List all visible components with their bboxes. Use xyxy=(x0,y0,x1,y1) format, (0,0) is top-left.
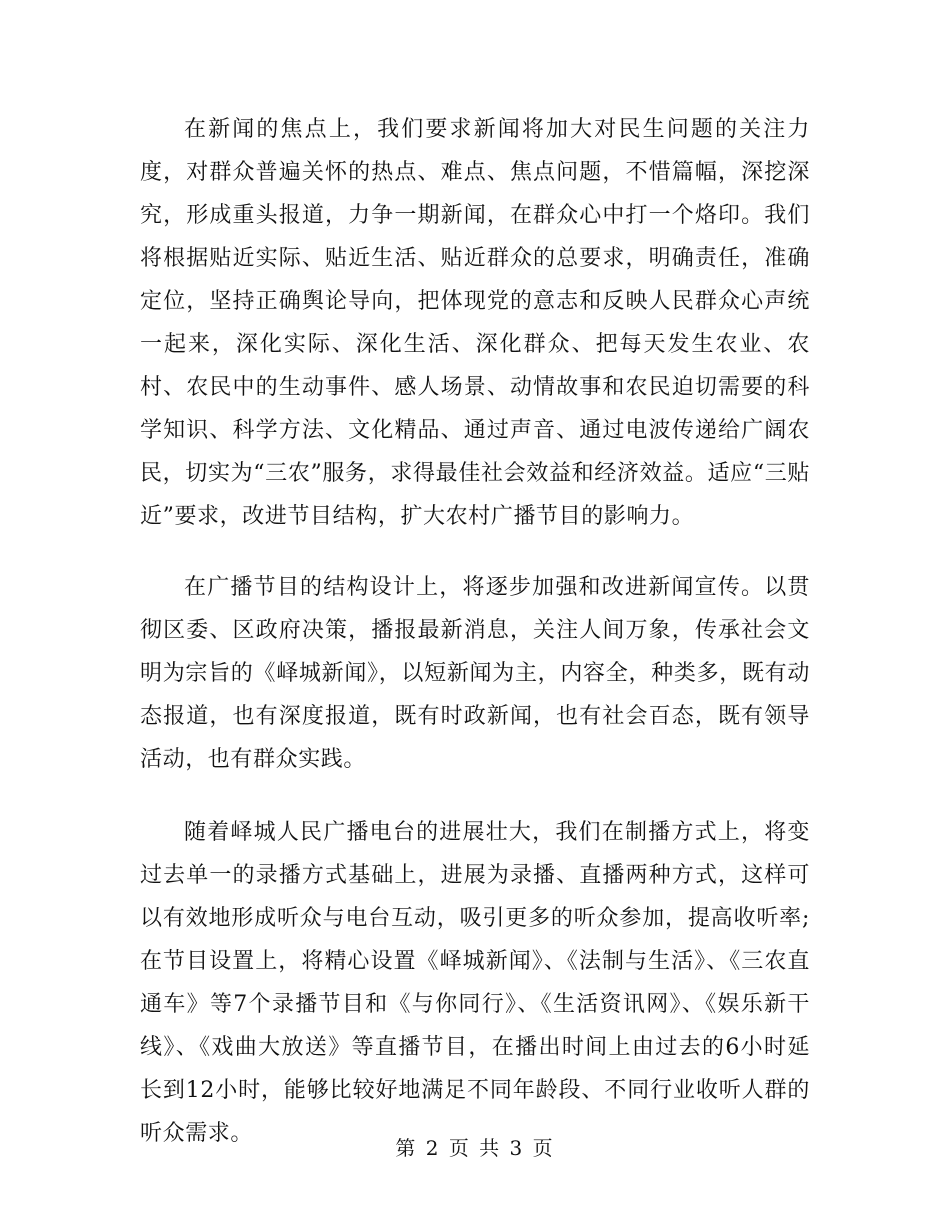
page-number-footer: 第 2 页 共 3 页 xyxy=(395,1136,555,1160)
paragraph-program-structure: 在广播节目的结构设计上，将逐步加强和改进新闻宣传。以贯彻区委、区政府决策，播报最新消息，关注人间万象，传承社会文明为宗旨的《峄城新闻》，以短新闻为主，内容全，种类多，既有动态报道，也有深度报道，既有时政新闻，也有社会百态，既有领导活动，也有群众实践。 xyxy=(140,575,810,772)
paragraph-broadcast-method: 随着峄城人民广播电台的进展壮大，我们在制播方式上，将变过去单一的录播方式基础上，进展为录播、直播两种方式，这样可以有效地形成听众与电台互动，吸引更多的听众参加，提高收听率;在节目设置上，将精心设置《峄城新闻》、《法制与生活》、《三农直通车》等7个录播节目和《与你同行》、《生活资讯网》、《娱乐新干线》、《戏曲大放送》等直播节目，在播出时间上由过去的6小时延长到12小时，能够比较好地满足不同年龄段、不同行业收听人群的听众需求。 xyxy=(140,820,810,1146)
paragraph-news-focus: 在新闻的焦点上，我们要求新闻将加大对民生问题的关注力度，对群众普遍关怀的热点、难点、焦点问题，不惜篇幅，深挖深究，形成重头报道，力争一期新闻，在群众心中打一个烙印。我们将根据贴近实际、贴近生活、贴近群众的总要求，明确责任，准确定位，坚持正确舆论导向，把体现党的意志和反映人民群众心声统一起来，深化实际、深化生活、深化群众、把每天发生农业、农村、农民中的生动事件、感人场景、动情故事和农民迫切需要的科学知识、科学方法、文化精品、通过声音、通过电波传递给广阔农民，切实为“三农”服务，求得最佳社会效益和经济效益。适应“三贴近”要求，改进节目结构，扩大农村广播节目的影响力。 xyxy=(140,117,810,529)
document-body xyxy=(140,108,810,1183)
